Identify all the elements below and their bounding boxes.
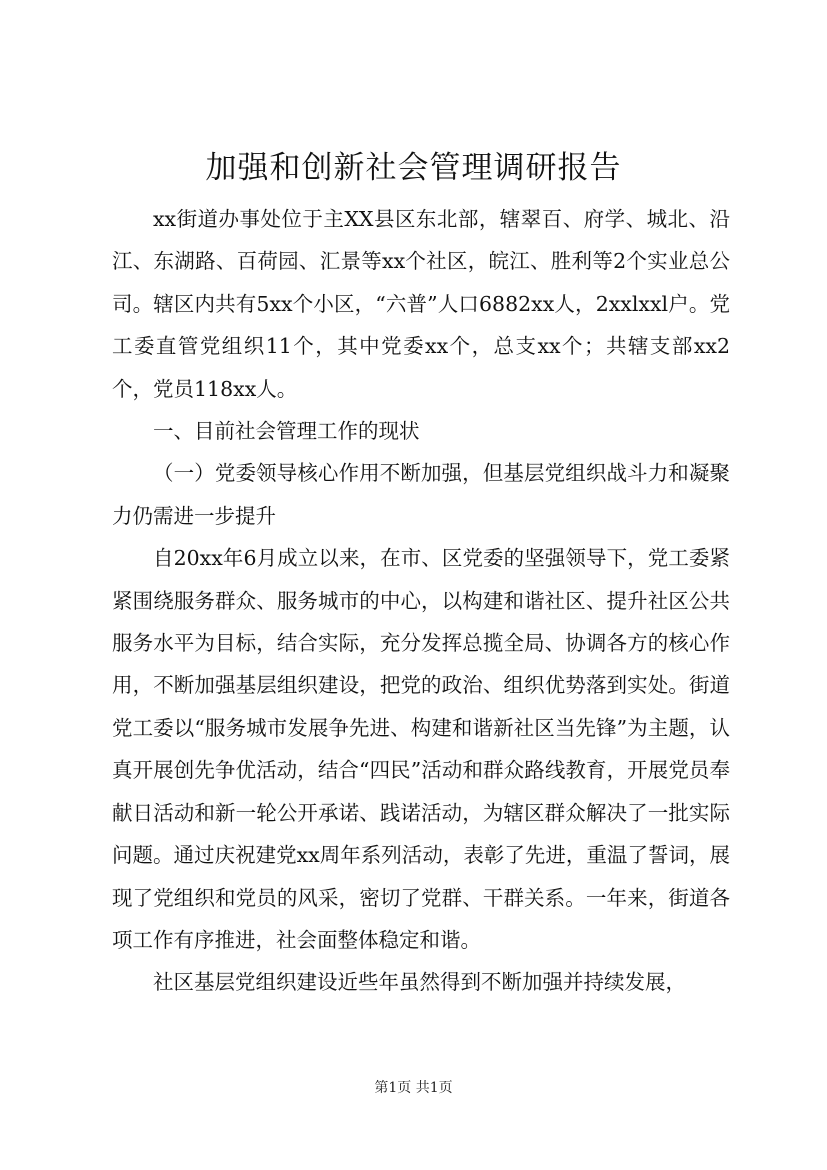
subsection-heading: （一）党委领导核心作用不断加强，但基层党组织战斗力和凝聚力仍需进一步提升 (112, 461, 730, 528)
section-heading: 一、目前社会管理工作的现状 (153, 419, 420, 444)
page-footer: 第1页 共1页 (374, 1080, 453, 1096)
paragraph-intro: xx街道办事处位于主XX县区东北部，辖翠百、府学、城北、沿江、东湖路、百荷园、汇景等xx个社区，皖江、胜利等2个实业总公司。辖区内共有5xx个小区，“六普”人口6882xx人，2xxlxxl户。党工委直管党组织11个，其中党委xx个，总支xx个；共辖支部xx2个，党员118xx人。 (112, 207, 730, 401)
paragraph-continued: 社区基层党组织建设近些年虽然得到不断加强并持续发展， (153, 970, 686, 995)
document-body (112, 198, 730, 1004)
paragraph-main: 自20xx年6月成立以来，在市、区党委的坚强领导下，党工委紧紧围绕服务群众、服务城市的中心，以构建和谐社区、提升社区公共服务水平为目标，结合实际，充分发挥总揽全局、协调各方的核心作用，不断加强基层组织建设，把党的政治、组织优势落到实处。街道党工委以“服务城市发展争先进、构建和谐新社区当先锋”为主题，认真开展创先争优活动，结合“四民”活动和群众路线教育，开展党员奉献日活动和新一轮公开承诺、践诺活动，为辖区群众解决了一批实际问题。通过庆祝建党xx周年系列活动，表彰了先进，重温了誓词，展现了党组织和党员的风采，密切了党群、干群关系。一年来，街道各项工作有序推进，社会面整体稳定和谐。 (112, 546, 730, 952)
document-title: 加强和创新社会管理调研报告 (205, 150, 622, 186)
